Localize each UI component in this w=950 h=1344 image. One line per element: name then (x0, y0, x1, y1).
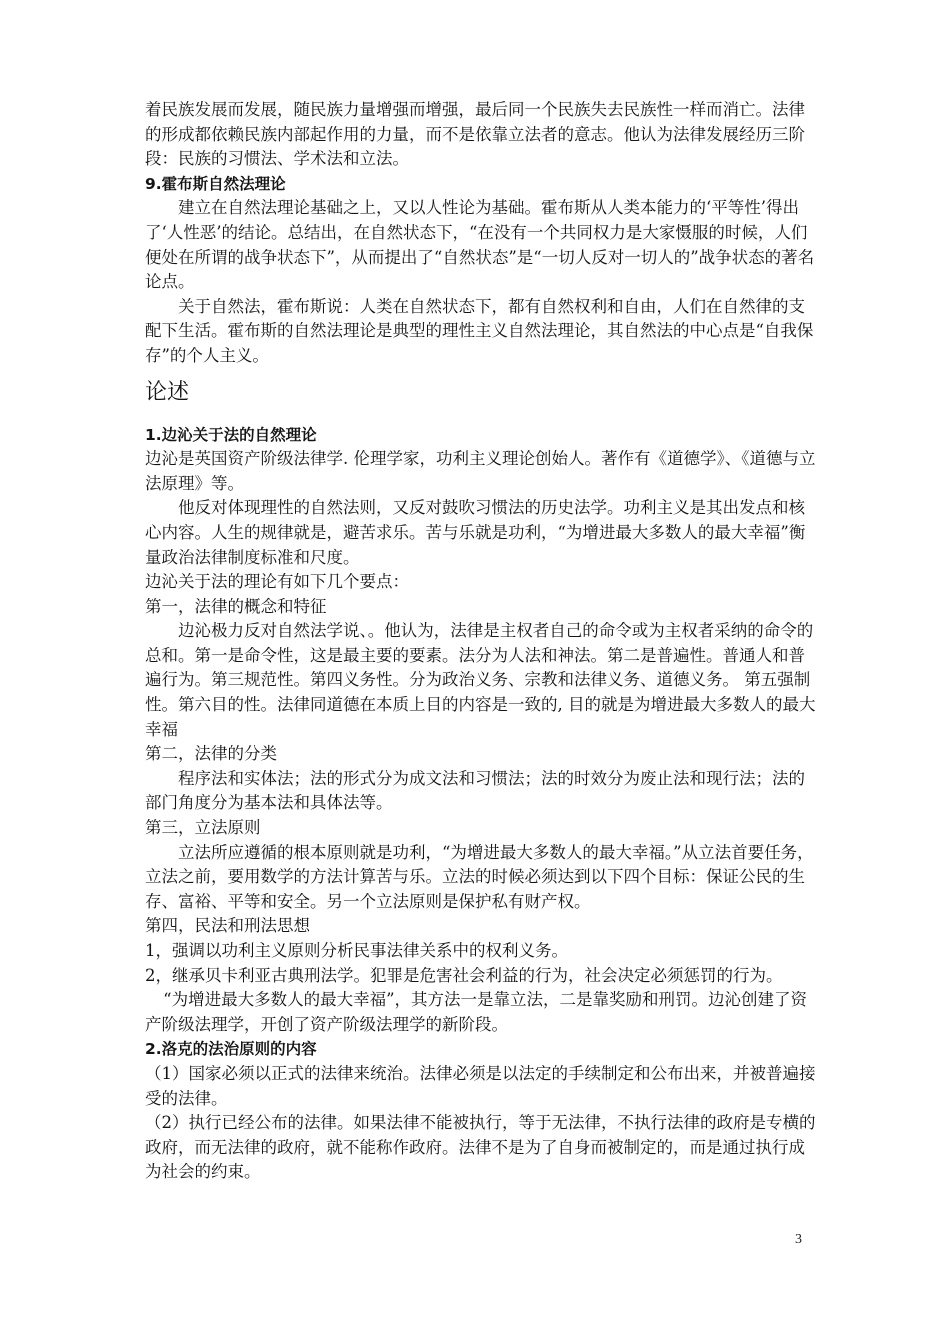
document-body (145, 98, 817, 1185)
paragraph: 边沁关于法的理论有如下几个要点： (145, 572, 409, 592)
chapter-heading: 论述 (145, 379, 190, 405)
list-item: 2，继承贝卡利亚古典刑法学。犯罪是危害社会利益的行为，社会决定必须惩罚的行为。 (145, 965, 783, 985)
subheading: 第一，法律的概念和特征 (145, 596, 327, 616)
page-number: 3 (795, 1232, 802, 1247)
paragraph: 他反对体现理性的自然法则，又反对鼓吹习惯法的历史法学。功利主义是其出发点和核心内容。人生的规律就是，避苦求乐。苦与乐就是功利，“为增进最大多数人的最大幸福”衡量政治法律制度标准和尺度。 (145, 498, 806, 567)
list-item: 1，强调以功利主义原则分析民事法律关系中的权利义务。 (145, 941, 568, 960)
section-heading: 1.边沁关于法的自然理论 (145, 425, 317, 444)
paragraph: 着民族发展而发展，随民族力量增强而增强，最后同一个民族失去民族性一样而消亡。法律的形成都依赖民族内部起作用的力量，而不是依靠立法者的意志。他认为法律发展经历三阶段：民族的习惯法、学术法和立法。 (145, 100, 805, 169)
subheading: 第四，民法和刑法思想 (145, 916, 310, 936)
section-heading: 9.霍布斯自然法理论 (145, 174, 286, 193)
list-item: （2）执行已经公布的法律。如果法律不能被执行，等于无法律，不执行法律的政府是专横的政府，而无法律的政府，就不能称作政府。法律不是为了自身而被制定的，而是通过执行成为社会的约束。 (145, 1113, 816, 1182)
paragraph: 边沁极力反对自然法学说、。他认为，法律是主权者自己的命令或为主权者采纳的命令的总和。第一是命令性，这是最主要的要素。法分为人法和神法。第二是普遍性。普通人和普遍行为。第三规范性。第四义务性。分为政治义务、宗教和法律义务、道德义务。 第五强制性。第六目的性。法律同道德在本质上目的内容是一致的, 目的就是为增进最大多数人的最大幸福 (145, 621, 816, 739)
section-heading: 2.洛克的法治原则的内容 (145, 1040, 317, 1059)
subheading: 第三，立法原则 (145, 818, 261, 838)
paragraph: “为增进最大多数人的最大幸福”，其方法一是靠立法，二是靠奖励和刑罚。边沁创建了资产阶级法理学，开创了资产阶级法理学的新阶段。 (145, 990, 808, 1034)
paragraph: 立法所应遵循的根本原则就是功利，“为增进最大多数人的最大幸福。”从立法首要任务，立法之前，要用数学的方法计算苦与乐。立法的时候必须达到以下四个目标：保证公民的生存、富裕、平等和安全。另一个立法原则是保护私有财产权。 (145, 842, 814, 911)
paragraph: 关于自然法，霍布斯说：人类在自然状态下，都有自然权利和自由，人们在自然律的支配下生活。霍布斯的自然法理论是典型的理性主义自然法理论，其自然法的中心点是“自我保存”的个人主义。 (145, 296, 814, 365)
paragraph: 边沁是英国资产阶级法律学. 伦理学家，功利主义理论创始人。著作有《道德学》、《道德与立法原理》等。 (145, 449, 816, 493)
subheading: 第二，法律的分类 (145, 744, 277, 764)
paragraph: 程序法和实体法；法的形式分为成文法和习惯法；法的时效分为废止法和现行法；法的部门角度分为基本法和具体法等。 (145, 768, 805, 813)
paragraph: 建立在自然法理论基础之上，又以人性论为基础。霍布斯从人类本能力的‘平等性’得出了‘人性恶’的结论。总结出，在自然状态下，“在没有一个共同权力是大家慑服的时候，人们便处在所谓的战争状态下”，从而提出了“自然状态”是“一切人反对一切人的”战争状态的著名论点。 (145, 198, 815, 292)
list-item: （1）国家必须以正式的法律来统治。法律必须是以法定的手续制定和公布出来，并被普遍接受的法律。 (145, 1063, 816, 1108)
